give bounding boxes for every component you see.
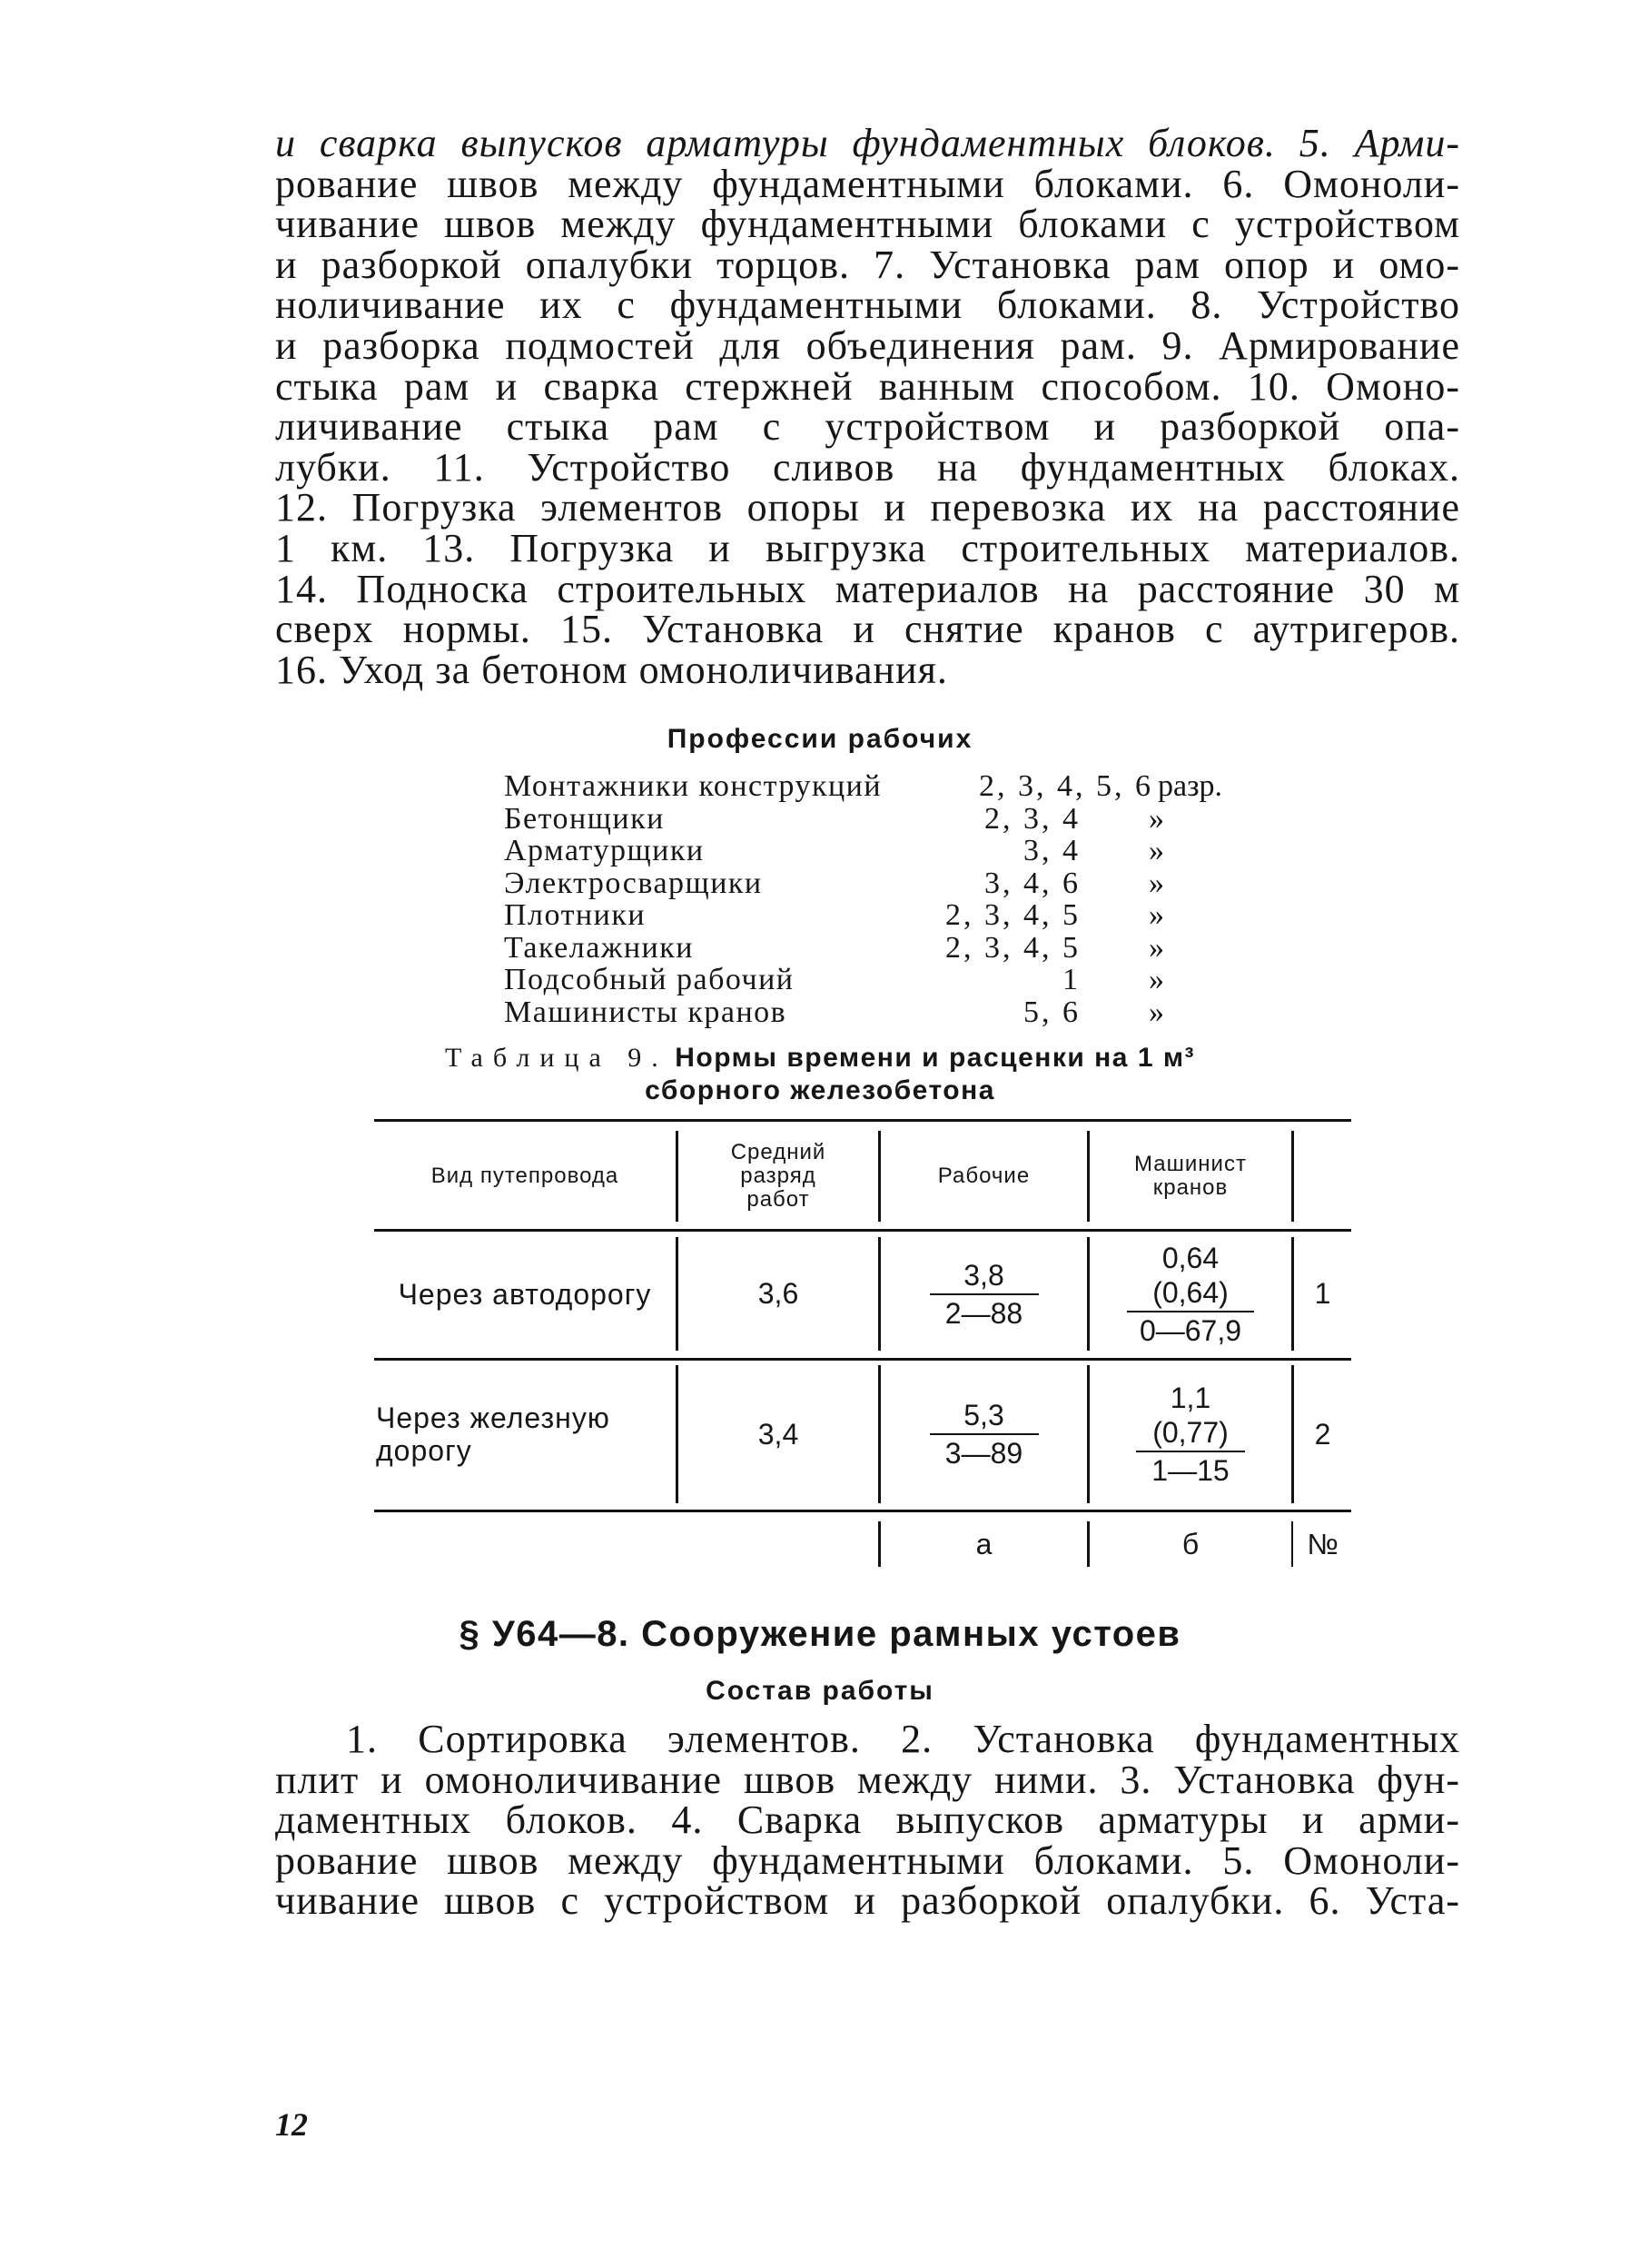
profession-name: Электросварщики [504, 866, 763, 900]
professions-list [504, 770, 1230, 1028]
table-caption-subtitle: сборного железобетона [645, 1075, 995, 1105]
fraction-numerator-alt: (0,64) [1152, 1275, 1229, 1309]
profession-name: Монтажники конструкций [504, 769, 883, 803]
profession-unit: » [1149, 898, 1164, 932]
text-line: чивание швов с устройством и разборкой опалубки. 6. Уста- [275, 1878, 1460, 1924]
profession-unit: » [1149, 995, 1164, 1029]
professions-title: Профессии рабочих [667, 724, 973, 754]
profession-row [504, 867, 1230, 900]
profession-row [504, 803, 1230, 836]
table-row-type-text: Через железную дорогу [376, 1401, 610, 1467]
section-heading: § У64—8. Сооружение рамных устоев [459, 1614, 1181, 1654]
fraction-denominator: 3—89 [944, 1437, 1023, 1470]
table-row-type [374, 1365, 676, 1503]
table-row-grade: 3,4 [757, 1417, 799, 1451]
text-line: 1 км. 13. Погрузка и выгрузка строительных материалов. [275, 525, 1460, 570]
text-line: стыка рам и сварка стержней ванным способом. 10. Омоно- [275, 363, 1460, 409]
table-caption-label: Таблица 9. [444, 1043, 668, 1073]
profession-unit: разр. [1158, 769, 1223, 803]
table-caption-title: Нормы времени и расценки на 1 м³ [675, 1043, 1196, 1073]
table-row-crane [1090, 1237, 1291, 1351]
paragraph-top [275, 121, 1460, 692]
profession-row [504, 932, 1230, 965]
text-line: личивание стыка рам с устройством и разборкой опа- [275, 404, 1460, 450]
table-top-rule [374, 1119, 1351, 1122]
table-row-number: 2 [1314, 1417, 1331, 1451]
text-line: лубки. 11. Устройство сливов на фундаментных блоках. [275, 444, 1460, 490]
fraction [930, 1398, 1039, 1471]
table-col-divider [1291, 1131, 1294, 1222]
text-line: рование швов между фундаментными блоками. 6. Омоноли- [275, 161, 1460, 206]
table-header-rule [374, 1229, 1351, 1232]
text-line: и разборкой опалубки торцов. 7. Установка рам опор и омо- [275, 242, 1460, 287]
table-row-crane [1090, 1365, 1291, 1503]
profession-grades: 2, 3, 4, 5 [945, 930, 1081, 965]
table-footer-label-b: б [1181, 1527, 1200, 1560]
fraction [1136, 1381, 1245, 1488]
fraction [930, 1258, 1039, 1331]
table-col-divider [1291, 1521, 1293, 1567]
fraction-bar [930, 1433, 1039, 1435]
fraction-numerator: 1,1 [1170, 1382, 1211, 1414]
fraction-bar [1136, 1451, 1245, 1452]
text-line: 16. Уход за бетоном омоноличивания. [275, 647, 948, 692]
table-header-crane-text: Машинист кранов [1134, 1152, 1247, 1200]
table-header-grade-text: Средний разряд работ [730, 1140, 826, 1212]
profession-grades: 5, 6 [1023, 995, 1081, 1029]
table-header-workers: Рабочие [937, 1164, 1031, 1188]
table-caption-line2 [0, 1075, 1640, 1106]
profession-unit: » [1149, 866, 1164, 900]
table-bottom-rule [374, 1510, 1351, 1512]
profession-row [504, 770, 1230, 803]
profession-row [504, 964, 1230, 996]
fraction-numerator-alt: (0,77) [1152, 1416, 1229, 1449]
profession-name: Такелажники [504, 930, 694, 965]
profession-unit: » [1149, 963, 1164, 996]
table-footer-label-number: № [1307, 1527, 1339, 1560]
fraction-numerator: 3,8 [963, 1258, 1004, 1292]
text-line: 12. Погрузка элементов опоры и перевозка их на расстояние [275, 485, 1460, 530]
table-row-workers [881, 1365, 1087, 1503]
profession-grades: 2, 3, 4, 5 [945, 898, 1081, 932]
table-row-number: 1 [1314, 1277, 1331, 1310]
text-line: рование швов между фундаментными блоками. 5. Омоноли- [275, 1837, 1460, 1883]
paragraph-bottom [275, 1719, 1460, 1922]
profession-grades: 3, 4, 6 [984, 866, 1081, 900]
fraction-denominator: 0—67,9 [1139, 1313, 1242, 1347]
profession-row [504, 899, 1230, 932]
profession-row [504, 835, 1230, 867]
profession-name: Арматурщики [504, 834, 705, 867]
fraction-bar [930, 1293, 1039, 1295]
text-line: и сварка выпусков арматуры фундаментных блоков. 5. Арми- [275, 121, 1460, 165]
fraction-numerator: 0,64 [1161, 1241, 1220, 1274]
table-footer-label-a: а [975, 1527, 993, 1560]
profession-name: Подсобный рабочий [504, 963, 795, 996]
text-line: плит и омоноличивание швов между ними. 3. Установка фун- [275, 1757, 1460, 1802]
table-header-type: Вид путепровода [430, 1164, 619, 1188]
table-row-workers [881, 1237, 1087, 1351]
profession-grades: 2, 3, 4, 5, 6 [979, 769, 1153, 803]
text-line: даментных блоков. 4. Сварка выпусков арматуры и арми- [275, 1798, 1460, 1843]
profession-row [504, 996, 1230, 1029]
table-row-rule [374, 1358, 1351, 1361]
text-line: сверх нормы. 15. Установка и снятие кранов с аутригеров. [275, 607, 1460, 652]
profession-grades: 2, 3, 4 [984, 801, 1081, 836]
text-line: 14. Подноска строительных материалов на расстояние 30 м [275, 566, 1460, 611]
text-line: чивание швов между фундаментными блоками с устройством [275, 202, 1460, 247]
page-number: 12 [275, 2106, 308, 2143]
fraction [1127, 1241, 1254, 1348]
text-line: 1. Сортировка элементов. 2. Установка фундаментных [346, 1717, 1460, 1761]
table-caption [0, 1043, 1640, 1074]
table-row-grade: 3,6 [757, 1277, 799, 1310]
profession-grades: 1 [1062, 963, 1081, 996]
fraction-bar [1127, 1311, 1254, 1312]
section-subheading: Состав работы [706, 1676, 934, 1706]
text-line: ноличивание их с фундаментными блоками. 8. Устройство [275, 282, 1460, 328]
profession-name: Бетонщики [504, 801, 665, 836]
profession-grades: 3, 4 [1023, 834, 1081, 867]
profession-unit: » [1149, 834, 1164, 867]
table-header-crane [1090, 1131, 1291, 1222]
table-row-type: Через автодорогу [398, 1277, 652, 1311]
fraction-denominator: 2—88 [944, 1296, 1023, 1330]
table-header-grade [678, 1131, 878, 1222]
fraction-denominator: 1—15 [1151, 1454, 1230, 1487]
profession-unit: » [1149, 930, 1164, 965]
text-line: и разборка подмостей для объединения рам. 9. Армирование [275, 322, 1460, 368]
profession-name: Плотники [504, 898, 647, 932]
profession-name: Машинисты кранов [504, 995, 787, 1029]
fraction-numerator: 5,3 [963, 1399, 1004, 1431]
profession-unit: » [1149, 801, 1164, 836]
